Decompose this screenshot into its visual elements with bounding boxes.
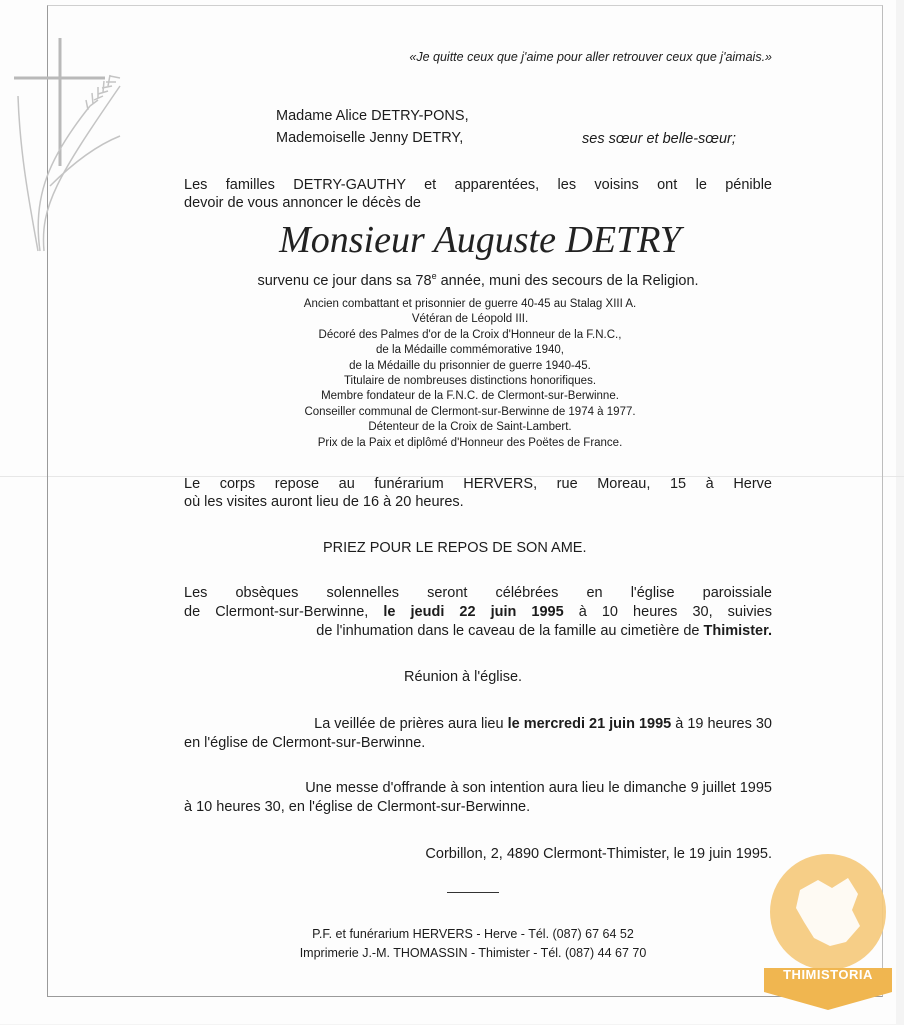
- messe-line-2: à 10 heures 30, en l'église de Clermont-sur-Berwinne.: [184, 799, 531, 815]
- prayer-line: PRIEZ POUR LE REPOS DE SON AME.: [323, 540, 587, 556]
- thimistoria-watermark: [760, 850, 896, 1020]
- honor-item: de la Médaille du prisonnier de guerre 1940-45.: [349, 359, 591, 372]
- announce-line-1: Les familles DETRY-GAUTHY et apparentées, les voisins ont le pénible: [184, 177, 772, 193]
- funerarium-line-2: où les visites auront lieu de 16 à 20 heures.: [184, 494, 464, 510]
- opening-quote: «Je quitte ceux que j'aime pour aller retrouver ceux que j'aimais.»: [409, 50, 772, 64]
- obseques-line-3: de l'inhumation dans le caveau de la famille au cimetière de Thimister.: [316, 623, 772, 639]
- announce-line-2: devoir de vous annoncer le décès de: [184, 195, 421, 211]
- honor-item: Vétéran de Léopold III.: [411, 313, 529, 326]
- funerarium-line-1: Le corps repose au funérarium HERVERS, rue Moreau, 15 à Herve: [184, 476, 772, 492]
- deceased-details: survenu ce jour dans sa 78e année, muni des secours de la Religion.: [257, 271, 699, 289]
- family-relation: ses sœur et belle-sœur;: [582, 131, 736, 147]
- honor-item: Détenteur de la Croix de Saint-Lambert.: [368, 421, 572, 434]
- watermark-text: THIMISTORIA: [783, 967, 873, 982]
- cross-wheat-icon: [10, 36, 140, 256]
- family-member-1: Madame Alice DETRY-PONS,: [276, 108, 469, 124]
- obseques-line-2: de Clermont-sur-Berwinne, le jeudi 22 juin 1995 à 10 heures 30, suivies: [184, 604, 772, 620]
- honor-item: Prix de la Paix et diplômé d'Honneur des Poëtes de France.: [317, 436, 623, 449]
- family-member-2: Mademoiselle Jenny DETRY,: [276, 130, 464, 146]
- footer-printer: Imprimerie J.-M. THOMASSIN - Thimister - Tél. (087) 44 67 70: [299, 946, 647, 960]
- thimistoria-logo-icon: [760, 850, 896, 1020]
- deceased-name: Monsieur Auguste DETRY: [279, 219, 681, 261]
- address-date: Corbillon, 2, 4890 Clermont-Thimister, le 19 juin 1995.: [425, 846, 772, 862]
- veillee-line-2: en l'église de Clermont-sur-Berwinne.: [184, 735, 426, 751]
- footer-funerarium: P.F. et funérarium HERVERS - Herve - Tél. (087) 67 64 52: [312, 927, 634, 941]
- obseques-line-1: Les obsèques solennelles seront célébrées en l'église paroissiale: [184, 585, 772, 601]
- honor-item: Ancien combattant et prisonnier de guerre 40-45 au Stalag XIII A.: [303, 298, 637, 310]
- honor-item: de la Médaille commémorative 1940,: [376, 344, 564, 357]
- divider: [447, 892, 499, 893]
- honor-item: Conseiller communal de Clermont-sur-Berwinne de 1974 à 1977.: [304, 405, 636, 418]
- reunion-line: Réunion à l'église.: [404, 669, 523, 685]
- veillee-line-1: La veillée de prières aura lieu le mercredi 21 juin 1995 à 19 heures 30: [314, 716, 772, 732]
- honor-item: Décoré des Palmes d'or de la Croix d'Honneur de la F.N.C.,: [318, 328, 622, 341]
- honors-list: [230, 297, 710, 451]
- messe-line-1: Une messe d'offrande à son intention aura lieu le dimanche 9 juillet 1995: [305, 780, 772, 796]
- honor-item: Titulaire de nombreuses distinctions honorifiques.: [343, 375, 597, 388]
- honor-item: Membre fondateur de la F.N.C. de Clermont-sur-Berwinne.: [321, 390, 619, 403]
